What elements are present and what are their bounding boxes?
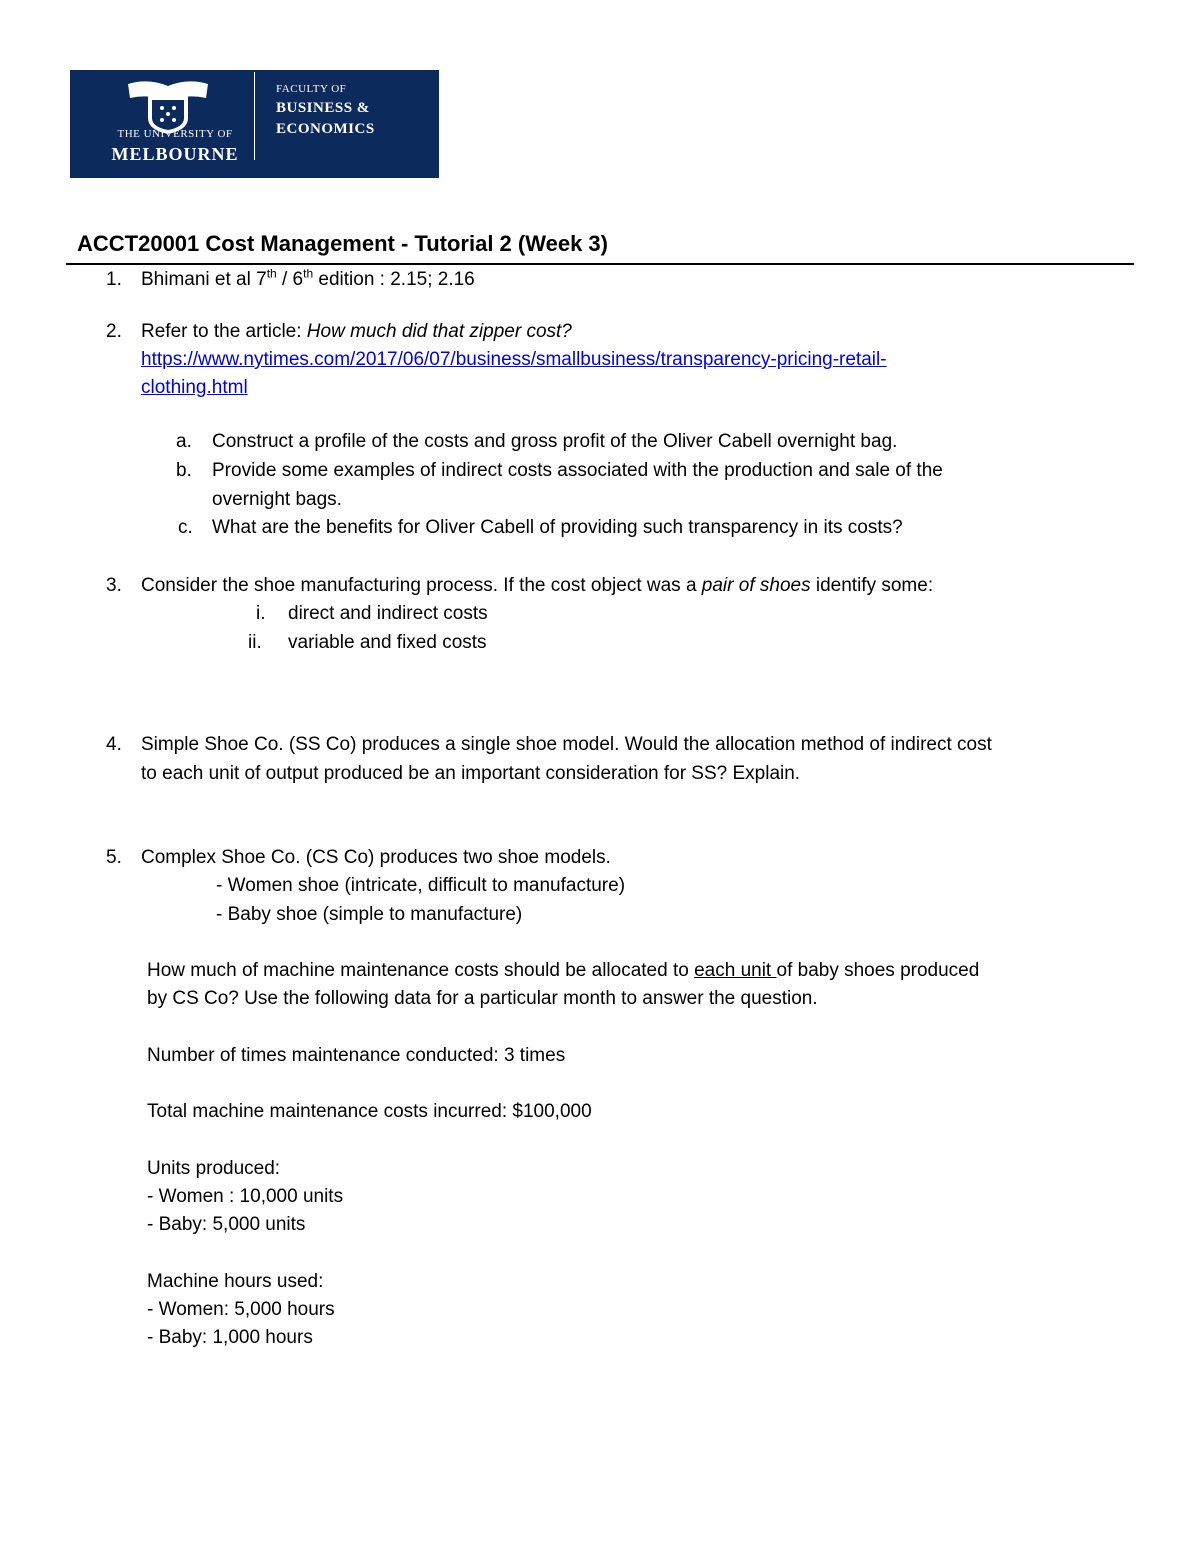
q2-item-a-text: Construct a profile of the costs and gross profit of the Oliver Cabell overnight bag. [212, 431, 898, 452]
q5-intro: Complex Shoe Co. (CS Co) produces two shoe models. [141, 847, 611, 868]
q2-item-c-label: c. [178, 517, 193, 538]
q5-total-costs: Total machine maintenance costs incurred: $100,000 [147, 1101, 592, 1122]
faculty-line2: BUSINESS & [276, 100, 370, 116]
q1-number: 1. [106, 269, 122, 290]
q4-number: 4. [106, 734, 122, 755]
q2-item-b-text-line2: overnight bags. [212, 489, 342, 510]
title-underline [66, 263, 1134, 265]
q5-hours-women: - Women: 5,000 hours [147, 1299, 335, 1320]
q5-model-baby: - Baby shoe (simple to manufacture) [216, 904, 523, 925]
university-crest-icon [118, 78, 218, 134]
q2-intro: Refer to the article: How much did that zipper cost? [141, 321, 572, 342]
q4-text-line1: Simple Shoe Co. (SS Co) produces a single shoe model. Would the allocation method of indirect cost [141, 734, 992, 755]
q3-item-i-label: i. [256, 603, 266, 624]
q3-item-ii-text: variable and fixed costs [288, 632, 487, 653]
q2-number: 2. [106, 321, 122, 342]
q3-item-i-text: direct and indirect costs [288, 603, 488, 624]
q5-question-line1: How much of machine maintenance costs should be allocated to each unit of baby shoes produced [147, 960, 980, 981]
q3-number: 3. [106, 575, 122, 596]
q5-units-heading: Units produced: [147, 1158, 281, 1179]
q1-text: Bhimani et al 7th / 6th edition : 2.15; 2.16 [141, 266, 475, 290]
faculty-line3: ECONOMICS [276, 121, 375, 137]
q5-units-women: - Women : 10,000 units [147, 1186, 344, 1207]
faculty-line1: FACULTY OF [276, 83, 347, 95]
article-title: How much did that zipper cost? [306, 321, 572, 342]
q5-hours-heading: Machine hours used: [147, 1271, 324, 1292]
logo-divider [254, 72, 255, 160]
page-title: ACCT20001 Cost Management - Tutorial 2 (Week 3) [77, 231, 608, 256]
q2-item-c-text: What are the benefits for Oliver Cabell of providing such transparency in its costs? [212, 517, 903, 538]
q2-item-b-label: b. [176, 460, 192, 481]
article-link-line2[interactable]: clothing.html [141, 377, 248, 398]
q5-units-baby: - Baby: 5,000 units [147, 1214, 306, 1235]
q2-item-a-label: a. [176, 431, 192, 452]
q4-text-line2: to each unit of output produced be an important consideration for SS? Explain. [141, 763, 801, 784]
q3-item-ii-label: ii. [248, 632, 262, 653]
q5-question-line2: by CS Co? Use the following data for a particular month to answer the question. [147, 988, 818, 1009]
university-name-line1: THE UNIVERSITY OF [117, 128, 233, 140]
q5-hours-baby: - Baby: 1,000 hours [147, 1327, 313, 1348]
q3-text: Consider the shoe manufacturing process. If the cost object was a pair of shoes identify some: [141, 575, 934, 596]
university-name-line2: MELBOURNE [111, 144, 239, 164]
q5-maintenance-times: Number of times maintenance conducted: 3 times [147, 1045, 566, 1066]
q5-number: 5. [106, 847, 122, 868]
q5-model-women: - Women shoe (intricate, difficult to manufacture) [216, 875, 626, 896]
university-logo [70, 70, 439, 178]
article-link-line1[interactable]: https://www.nytimes.com/2017/06/07/business/smallbusiness/transparency-pricing-retail- [141, 349, 887, 370]
q2-item-b-text-line1: Provide some examples of indirect costs associated with the production and sale of the [212, 460, 943, 481]
